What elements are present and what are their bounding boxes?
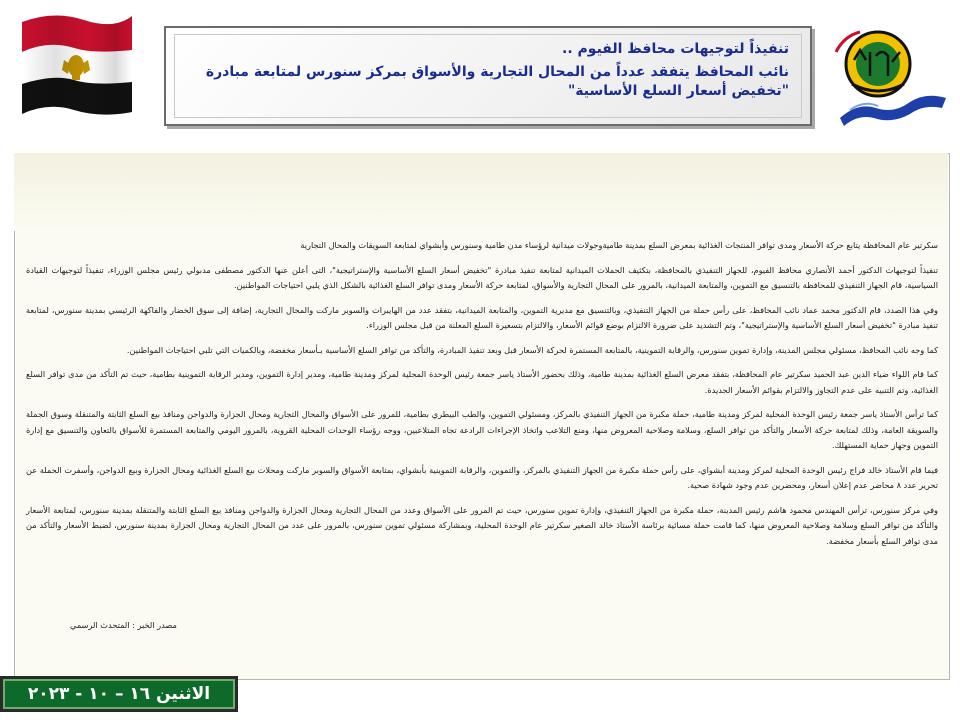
article-panel-header-shade xyxy=(14,153,948,231)
date-badge xyxy=(0,676,238,712)
publish-date: الاثنين ١٦ – ١٠ - ٢٠٢٣ xyxy=(27,684,211,704)
article-paragraph: وفي مركز سنورس، ترأس المهندس محمود هاشم رئيس المدينة، حملة مكبرة من الجهاز التنفيذي، وإدارة تموين سنورس، حيث تم المرور على الأسواق وعدد من المحال التجارية ومحال الجزارة والدواجن ومنافذ بيع السلع الثابتة والمتنقلة بمدينة سنورس، لمتابعة الأسعار والتأكد من توافر السلع وسلامة وصلاحية المعروض منها، كما قامت حملة مسائية برئاسة الأستاذ خالد الصغير سكرتير عام الوحدة المحلية، وبمشاركة مسئولي تموين سنورس، بالمرور على عدد من المحال التجارية ومحال الجزارة بمدينة سنورس، لضبط الأسعار والتأكد من مدى توافر السلع بأسعار مخفضة. xyxy=(26,504,938,546)
headline-title: نائب المحافظ يتفقد عدداً من المحال التجارية والأسواق بمركز سنورس لمتابعة مبادرة "تخفيض أسعار السلع الأساسية" xyxy=(205,64,789,99)
egypt-flag-icon xyxy=(14,8,134,118)
article-paragraph: فيما قام الأستاذ خالد فراج رئيس الوحدة المحلية لمركز ومدينة أبشواي، على رأس حملة مكبرة من الجهاز التنفيذي بالمركز، والتموين، والرقابة التموينية بأبشواي، بمتابعة الأسواق والسوبر ماركت ومحلات بيع السلع الغذائية ومحال الجزارة وبيع الدواجن، وأسفرت الحملة عن تحرير عدد ٨ محاضر عدم إعلان أسعار، ومحضرين عدم وجود شهادة صحية. xyxy=(26,464,938,490)
fayoum-governorate-logo-icon xyxy=(830,22,948,132)
article-paragraph: وفي هذا الصدد، قام الدكتور محمد عماد نائب المحافظ، على رأس حملة من الجهاز التنفيذي، وبالتنسيق مع مديرية التموين، والمتابعة الميدانية، بتفقد عدد من الهايبرات والسوبر ماركت والمحال التجارية، إضافة إلى سوق الخضار والفاكهة الرئيسي بمدينة سنورس، لمتابعة تنفيذ مبادرة "تخفيض أسعار السلع الأساسية والإستراتيجية"، وتم التشديد على ضرورة الالتزام بوضع قوائم الأسعار، والالتزام بتسعيرة السلع المعلنة من قبل مجلس الوزراء. xyxy=(26,304,938,330)
article-paragraph: كما ترأس الأستاذ ياسر جمعة رئيس الوحدة المحلية لمركز ومدينة طامية، حملة مكبرة من الجهاز التنفيذي بالمركز، ومسئولي التموين، والطب البيطري بطامية، للمرور على الأسواق والمحال التجارية ومحال الجزارة والدواجن ومنافذ بيع السلع الثابتة والمتنقلة وسوق الجملة والسويقة العامة، وذلك لمتابعة حركة الأسعار والتأكد من توافر السلع، وسلامة وصلاحية المعروض منها، ومنع التلاعب واتخاذ الإجراءات الرادعة تجاه المتلاعبين، ووجه رؤساء الوحدات المحلية القروية، بالمرور اليومي والمتابعة المستمرة للأسواق بالتعاون والتنسيق مع إدارة التموين وجهاز حماية المستهلك. xyxy=(26,409,938,450)
headline-kicker: تنفيذاً لتوجيهات محافظ الفيوم .. xyxy=(562,41,789,57)
title-inner-frame xyxy=(174,34,802,118)
title-box xyxy=(164,26,812,126)
article-paragraph: كما قام اللواء ضياء الدين عبد الحميد سكرتير عام المحافظة، بتفقد معرض السلع الغذائية بمدينة طامية، وذلك بحضور الأستاذ ياسر جمعة رئيس الوحدة المحلية لمركز ومدينة طامية، ومدير إدارة التموين، ومدير الرقابة التموينية بطامية، حيث تم التأكد من مدى توافر السلع الغذائية، وتم التنبيه على عدم التجاوز والالتزام بقوائم الأسعار الجديدة. xyxy=(26,369,938,395)
article-paragraph: تنفيذاً لتوجيهات الدكتور أحمد الأنصاري محافظ الفيوم، للجهاز التنفيذي بالمحافظة، بتكثيف الحملات الميدانية لمتابعة تنفيذ مبادرة "تخفيض أسعار السلع الأساسية والإستراتيجية"، التى أعلن عنها الدكتور مصطفى مدبولي رئيس مجلس الوزراء، تنفيذاً لتوجيهات القيادة السياسية، قام الجهاز التنفيذي للمحافظة بالتنسيق مع التموين، والمتابعة الميدانية، بالمرور على المحال التجارية والأسواق، لمتابعة حركة الأسعار ومدى توافر السلع الغذائية بالشكل الذي يلبي احتياجات المواطنين. xyxy=(26,264,938,290)
article-paragraph: كما وجه نائب المحافظ، مسئولي مجلس المدينة، وإدارة تموين سنورس، والرقابة التموينية، بالمتابعة المستمرة لحركة الأسعار قبل وبعد تنفيذ المبادرة، والتأكد من توافر السلع الأساسية بـأسعار مخفضة، وبالكميات التي تلبي احتياجات المواطنين. xyxy=(126,344,938,355)
news-source: مصدر الخبر : المتحدث الرسمي xyxy=(70,620,177,630)
article-body xyxy=(26,238,938,558)
article-paragraph: سكرتير عام المحافظة يتابع حركة الأسعار ومدى توافر المنتجات الغذائية بمعرض السلع بمدينة طاميةوجولات ميدانية لرؤساء مدن طامية وسنورس وأبشواي لمتابعة السويقات والمحال التجارية xyxy=(300,240,938,250)
